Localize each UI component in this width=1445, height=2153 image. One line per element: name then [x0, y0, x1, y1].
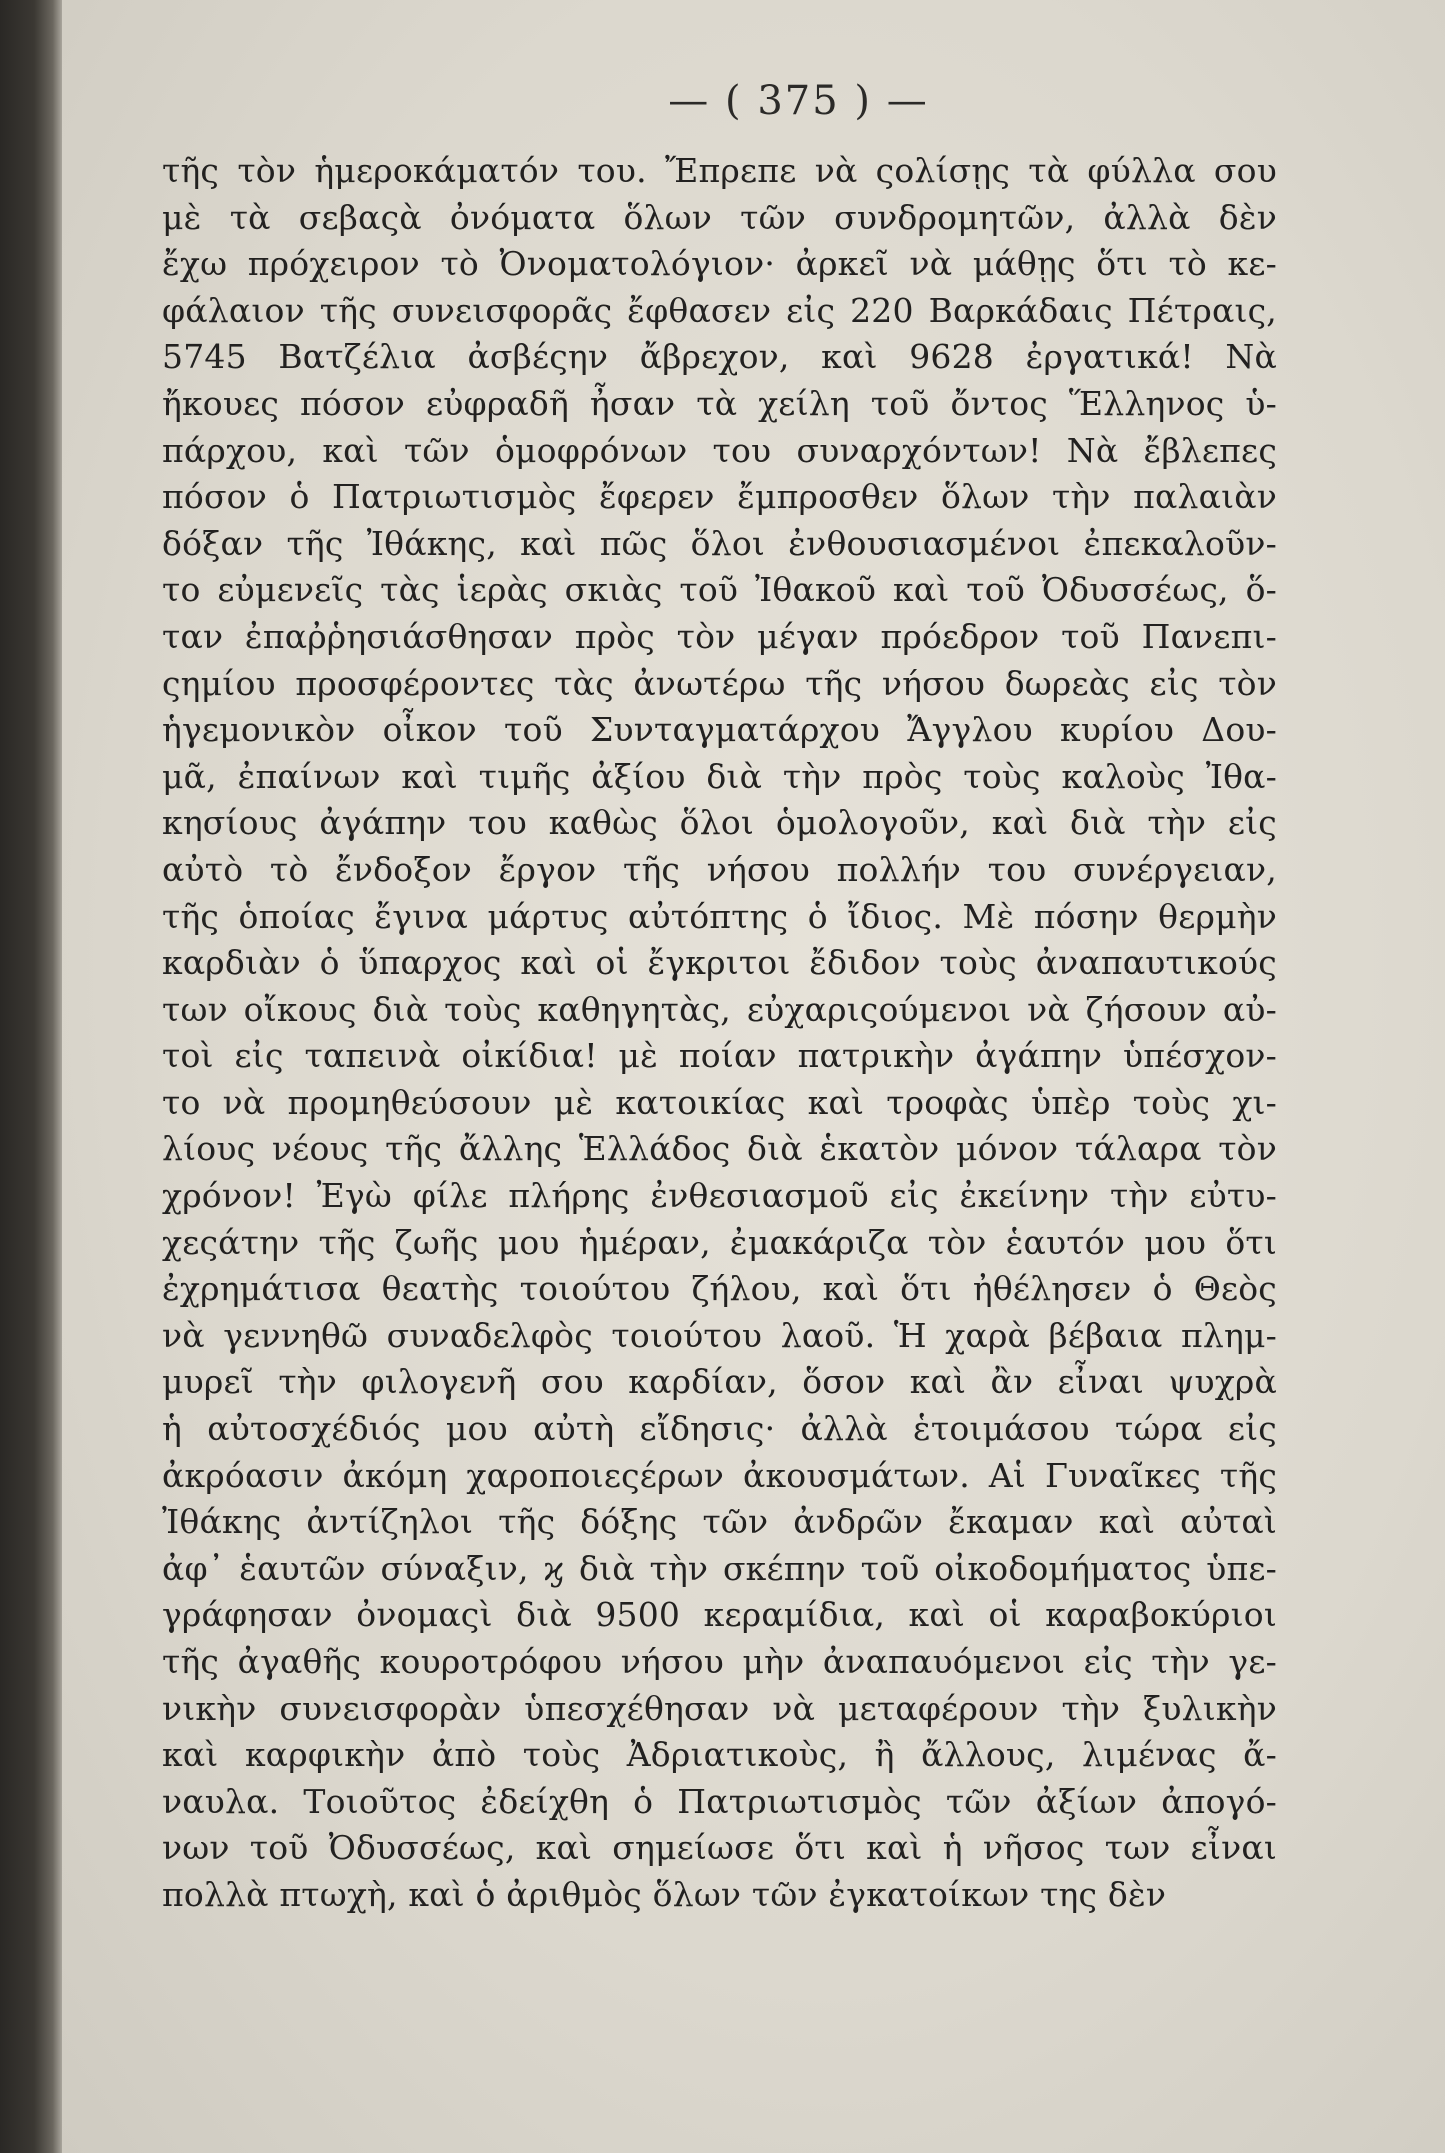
text-line: νικὴν συνεισφορὰν ὑπεσχέθησαν νὰ μεταφέρουν τὴν ξυλικὴν: [162, 1688, 1277, 1728]
text-line: φάλαιον τῆς συνεισφορᾶς ἔφθασεν εἰς 220 Βαρκάδαις Πέτραις,: [162, 290, 1277, 330]
text-line: 5745 Βατζέλια ἀσβέςην ἄβρεχον, καὶ 9628 ἐργατικά! Νὰ: [162, 337, 1277, 377]
text-line: μὲ τὰ σεβαςὰ ὀνόματα ὅλων τῶν συνδρομητῶν, ἀλλὰ δὲν: [162, 197, 1277, 237]
text-line: το εὐμενεῖς τὰς ἱερὰς σκιὰς τοῦ Ἰθακοῦ καὶ τοῦ Ὀδυσσέως, ὅ-: [162, 570, 1277, 610]
text-line: λίους νέους τῆς ἄλλης Ἑλλάδος διὰ ἑκατὸν μόνον τάλαρα τὸν: [162, 1129, 1277, 1169]
text-line: αὐτὸ τὸ ἔνδοξον ἔργον τῆς νήσου πολλήν του συνέργειαν,: [162, 849, 1277, 889]
text-line: τῆς ὁποίας ἔγινα μάρτυς αὐτόπτης ὁ ἴδιος. Μὲ πόσην θερμὴν: [162, 896, 1277, 936]
text-line: πολλὰ πτωχὴ, καὶ ὁ ἀριθμὸς ὅλων τῶν ἐγκατοίκων της δὲν: [162, 1874, 1167, 1914]
text-line: δόξαν τῆς Ἰθάκης, καὶ πῶς ὅλοι ἐνθουσιασμένοι ἐπεκαλοῦν-: [162, 523, 1277, 563]
text-line: ἡγεμονικὸν οἶκον τοῦ Συνταγματάρχου Ἄγγλου κυρίου Δου-: [162, 710, 1277, 750]
text-line: ἡ αὐτοσχέδιός μου αὐτὴ εἴδησις· ἀλλὰ ἑτοιμάσου τώρα εἰς: [162, 1409, 1277, 1449]
page-number: — ( 375 ) —: [668, 78, 929, 124]
text-line: κησίους ἀγάπην του καθὼς ὅλοι ὁμολογοῦν, καὶ διὰ τὴν εἰς: [162, 803, 1277, 843]
text-line: καὶ καρφικὴν ἀπὸ τοὺς Ἀδριατικοὺς, ἢ ἄλλους, λιμένας ἄ-: [162, 1735, 1277, 1775]
text-line: γράφησαν ὀνομαςὶ διὰ 9500 κεραμίδια, καὶ οἱ καραβοκύριοι: [162, 1595, 1277, 1635]
text-line: ἀφ᾽ ἑαυτῶν σύναξιν, ϗ διὰ τὴν σκέπην τοῦ οἰκοδομήματος ὑπε-: [162, 1548, 1277, 1588]
body-text: [162, 148, 1277, 1919]
text-line: νὰ γεννηθῶ συναδελφὸς τοιούτου λαοῦ. Ἡ χαρὰ βέβαια πλημ-: [162, 1315, 1277, 1355]
text-line: ςημίου προσφέροντες τὰς ἀνωτέρω τῆς νήσου δωρεὰς εἰς τὸν: [162, 663, 1277, 703]
book-gutter: [0, 0, 62, 2153]
text-line: χεςάτην τῆς ζωῆς μου ἡμέραν, ἐμακάριζα τὸν ἑαυτόν μου ὅτι: [162, 1222, 1277, 1262]
text-line: τοὶ εἰς ταπεινὰ οἰκίδια! μὲ ποίαν πατρικὴν ἀγάπην ὑπέσχον-: [162, 1036, 1277, 1076]
text-line: Ἰθάκης ἀντίζηλοι τῆς δόξης τῶν ἀνδρῶν ἔκαμαν καὶ αὐταὶ: [162, 1502, 1277, 1542]
text-line: μυρεῖ τὴν φιλογενῆ σου καρδίαν, ὅσον καὶ ἂν εἶναι ψυχρὰ: [162, 1362, 1277, 1402]
text-line: το νὰ προμηθεύσουν μὲ κατοικίας καὶ τροφὰς ὑπὲρ τοὺς χι-: [162, 1082, 1277, 1122]
text-line: τῆς ἀγαθῆς κουροτρόφου νήσου μὴν ἀναπαυόμενοι εἰς τὴν γε-: [162, 1642, 1277, 1681]
book-page: [62, 0, 1445, 2153]
text-line: τῆς τὸν ἡμεροκάματόν του. Ἔπρεπε νὰ ςολίσῃς τὰ φύλλα σου: [162, 151, 1277, 190]
text-line: χρόνον! Ἐγὼ φίλε πλήρης ἐνθεσιασμοῦ εἰς ἐκείνην τὴν εὐτυ-: [162, 1176, 1277, 1216]
text-line: καρδιὰν ὁ ὕπαρχος καὶ οἱ ἔγκριτοι ἔδιδον τοὺς ἀναπαυτικούς: [162, 943, 1277, 983]
text-line: πόσον ὁ Πατριωτισμὸς ἔφερεν ἔμπροσθεν ὅλων τὴν παλαιὰν: [162, 477, 1277, 517]
text-line: νων τοῦ Ὀδυσσέως, καὶ σημείωσε ὅτι καὶ ἡ νῆσος των εἶναι: [162, 1828, 1277, 1868]
text-line: ἔχω πρόχειρον τὸ Ὀνοματολόγιον· ἀρκεῖ νὰ μάθῃς ὅτι τὸ κε-: [162, 244, 1277, 284]
text-line: ναυλα. Τοιοῦτος ἐδείχθη ὁ Πατριωτισμὸς τῶν ἀξίων ἀπογό-: [162, 1781, 1277, 1821]
text-line: ἤκουες πόσον εὐφραδῆ ἦσαν τὰ χείλη τοῦ ὄντος Ἕλληνος ὑ-: [162, 383, 1277, 423]
text-line: ταν ἐπαῤῥησιάσθησαν πρὸς τὸν μέγαν πρόεδρον τοῦ Πανεπι-: [162, 616, 1277, 656]
text-line: μᾶ, ἐπαίνων καὶ τιμῆς ἀξίου διὰ τὴν πρὸς τοὺς καλοὺς Ἰθα-: [162, 756, 1277, 796]
text-line: ἀκρόασιν ἀκόμη χαροποιεςέρων ἀκουσμάτων. Αἱ Γυναῖκες τῆς: [162, 1455, 1277, 1495]
text-line: των οἴκους διὰ τοὺς καθηγητὰς, εὐχαριςούμενοι νὰ ζήσουν αὐ-: [162, 989, 1277, 1029]
text-line: ἐχρημάτισα θεατὴς τοιούτου ζήλου, καὶ ὅτι ἠθέλησεν ὁ Θεὸς: [162, 1269, 1277, 1309]
text-line: πάρχου, καὶ τῶν ὁμοφρόνων του συναρχόντων! Νὰ ἔβλεπες: [162, 430, 1277, 470]
